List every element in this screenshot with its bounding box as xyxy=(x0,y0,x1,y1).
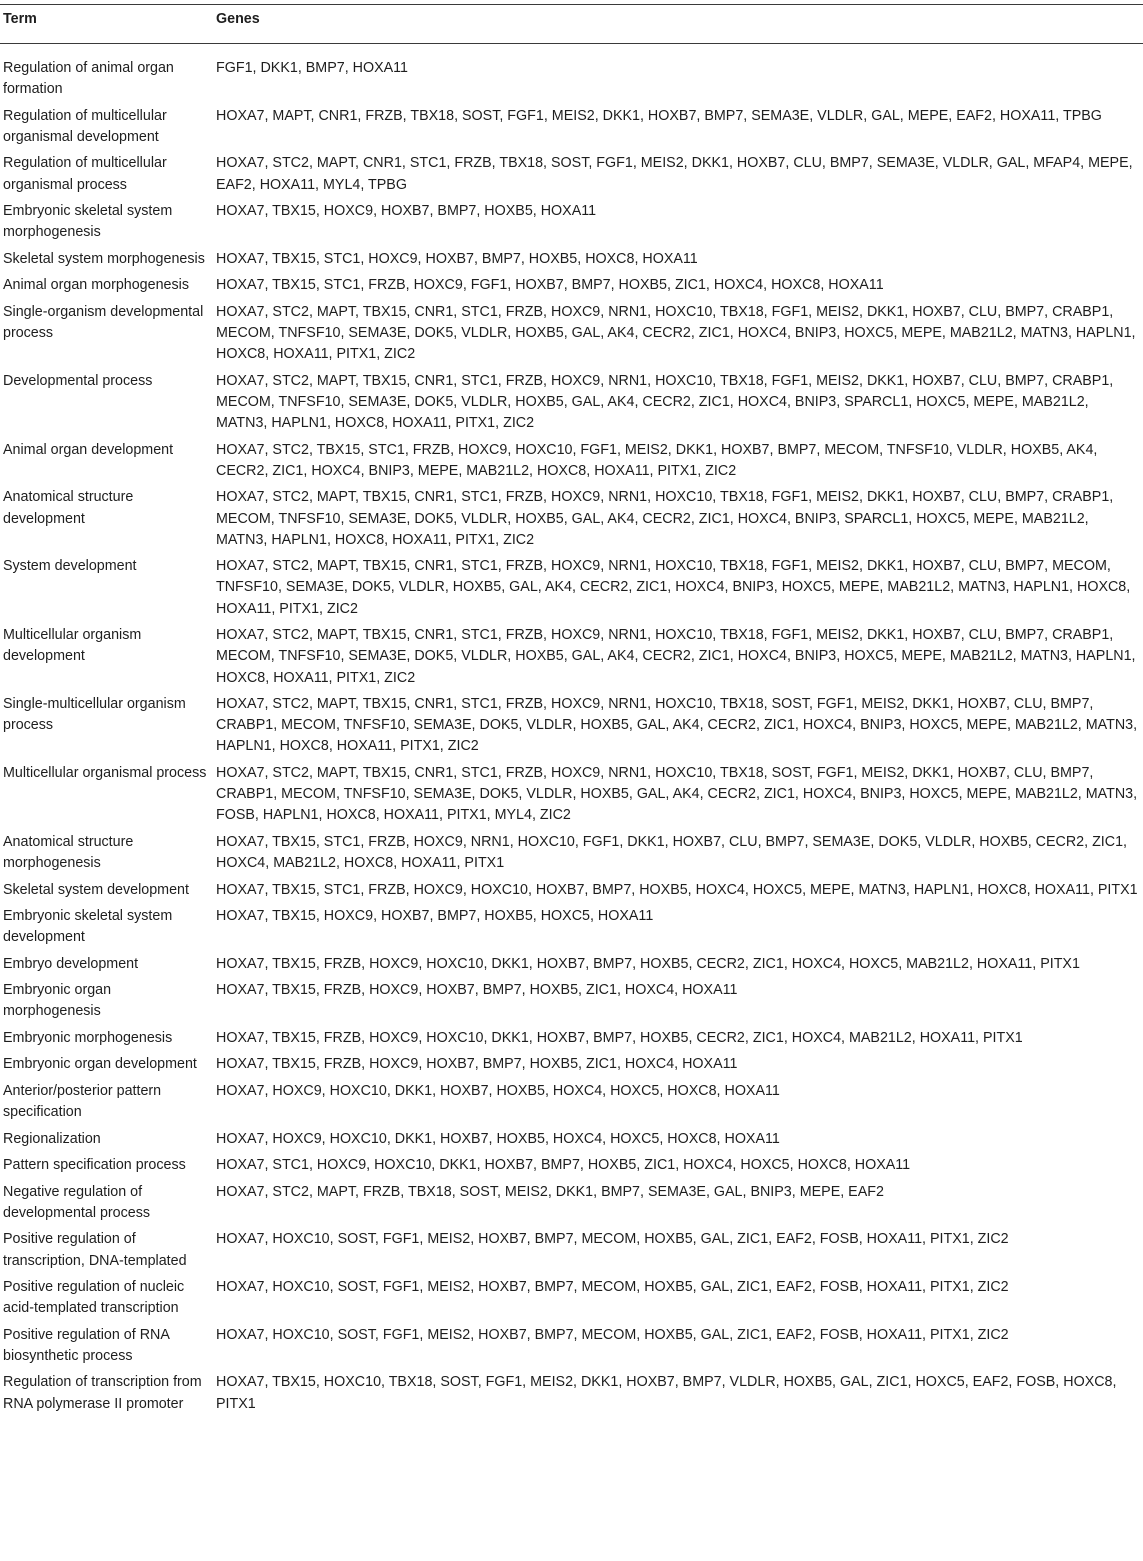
genes-cell: HOXA7, HOXC9, HOXC10, DKK1, HOXB7, HOXB5, HOXC4, HOXC5, HOXC8, HOXA11 xyxy=(216,1082,780,1099)
genes-cell: HOXA7, STC2, MAPT, CNR1, STC1, FRZB, TBX18, SOST, FGF1, MEIS2, DKK1, HOXB7, CLU, BMP7, SEMA3E, VLDLR, GAL, MFAP4, MEPE, EAF2, HOXA11, MYL4, TPBG xyxy=(216,155,1133,193)
genes-cell: HOXA7, STC2, TBX15, STC1, FRZB, HOXC9, HOXC10, FGF1, MEIS2, DKK1, HOXB7, BMP7, MECOM, TNFSF10, VLDLR, HOXB5, AK4, CECR2, ZIC1, HOXC4, BNIP3, MEPE, MAB21L2, HOXC8, HOXA11, PITX1, ZIC2 xyxy=(216,441,1098,479)
term-cell: Anatomical structure morphogenesis xyxy=(3,833,134,872)
table-row xyxy=(0,275,1143,302)
genes-cell: HOXA7, TBX15, STC1, FRZB, HOXC9, HOXC10, HOXB7, BMP7, HOXB5, HOXC4, HOXC5, MEPE, MATN3, HAPLN1, HOXC8, HOXA11, PITX1 xyxy=(216,881,1138,898)
genes-cell: HOXA7, TBX15, FRZB, HOXC9, HOXC10, DKK1, HOXB7, BMP7, HOXB5, CECR2, ZIC1, HOXC4, MAB21L2, HOXA11, PITX1 xyxy=(216,1029,1023,1046)
genes-cell: HOXA7, MAPT, CNR1, FRZB, TBX18, SOST, FGF1, MEIS2, DKK1, HOXB7, BMP7, SEMA3E, VLDLR, GAL, MEPE, EAF2, HOXA11, TPBG xyxy=(216,107,1102,124)
term-cell: Animal organ morphogenesis xyxy=(3,277,189,294)
genes-cell: HOXA7, STC2, MAPT, FRZB, TBX18, SOST, MEIS2, DKK1, BMP7, SEMA3E, GAL, BNIP3, MEPE, EAF2 xyxy=(216,1183,884,1200)
genes-cell: HOXA7, TBX15, FRZB, HOXC9, HOXB7, BMP7, HOXB5, ZIC1, HOXC4, HOXA11 xyxy=(216,1056,738,1073)
genes-cell: HOXA7, STC2, MAPT, TBX15, CNR1, STC1, FRZB, HOXC9, NRN1, HOXC10, TBX18, SOST, FGF1, MEIS2, DKK1, HOXB7, CLU, BMP7, CRABP1, MECOM, TNFSF10, SEMA3E, DOK5, VLDLR, HOXB5, GAL, AK4, CECR2, ZIC1, HOXC4, BNIP3, HOXC5, MEPE, MAB21L2, MATN3, HAPLN1, HOXC8, HOXA11, PITX1, ZIC2 xyxy=(216,696,1138,755)
term-cell: Embryonic organ morphogenesis xyxy=(3,982,112,1020)
term-cell: Skeletal system development xyxy=(3,881,189,898)
term-cell: Embryonic skeletal system development xyxy=(3,908,173,946)
genes-cell: HOXA7, STC2, MAPT, TBX15, CNR1, STC1, FRZB, HOXC9, NRN1, HOXC10, TBX18, FGF1, MEIS2, DKK1, HOXB7, CLU, BMP7, CRABP1, MECOM, TNFSF10, SEMA3E, DOK5, VLDLR, HOXB5, GAL, AK4, CECR2, ZIC1, HOXC4, BNIP3, SPARCL1, HOXC5, MEPE, MAB21L2, MATN3, HAPLN1, HOXC8, HOXA11, PITX1, ZIC2 xyxy=(216,489,1114,548)
term-cell: Embryonic skeletal system morphogenesis xyxy=(3,203,173,241)
term-cell: Embryonic organ development xyxy=(3,1056,197,1073)
table-row xyxy=(0,249,1143,276)
genes-cell: HOXA7, HOXC9, HOXC10, DKK1, HOXB7, HOXB5, HOXC4, HOXC5, HOXC8, HOXA11 xyxy=(216,1130,780,1147)
term-cell: System development xyxy=(3,558,137,575)
genes-cell: HOXA7, HOXC10, SOST, FGF1, MEIS2, HOXB7, BMP7, MECOM, HOXB5, GAL, ZIC1, EAF2, FOSB, HOXA11, PITX1, ZIC2 xyxy=(216,1326,1009,1343)
table-row xyxy=(0,832,1143,880)
term-cell: Developmental process xyxy=(3,372,153,389)
genes-cell: HOXA7, TBX15, HOXC10, TBX18, SOST, FGF1, MEIS2, DKK1, HOXB7, BMP7, VLDLR, HOXB5, GAL, ZIC1, HOXC5, EAF2, FOSB, HOXC8, PITX1 xyxy=(216,1374,1117,1412)
header-row xyxy=(0,5,1143,44)
table-row xyxy=(0,1028,1143,1055)
term-cell: Regulation of transcription from RNA polymerase II promoter xyxy=(3,1374,202,1412)
table-row xyxy=(0,371,1143,440)
table-row xyxy=(0,1229,1143,1277)
table-row xyxy=(0,1129,1143,1156)
term-column-header: Term xyxy=(3,11,37,27)
genes-cell: HOXA7, TBX15, FRZB, HOXC9, HOXC10, DKK1, HOXB7, BMP7, HOXB5, CECR2, ZIC1, HOXC4, HOXC5, MAB21L2, HOXA11, PITX1 xyxy=(216,955,1080,972)
table-body xyxy=(0,44,1143,1415)
genes-cell: HOXA7, TBX15, STC1, FRZB, HOXC9, FGF1, HOXB7, BMP7, HOXB5, ZIC1, HOXC4, HOXC8, HOXA11 xyxy=(216,277,884,294)
table-row xyxy=(0,906,1143,954)
genes-cell: HOXA7, HOXC10, SOST, FGF1, MEIS2, HOXB7, BMP7, MECOM, HOXB5, GAL, ZIC1, EAF2, FOSB, HOXA11, PITX1, ZIC2 xyxy=(216,1231,1009,1248)
table-row xyxy=(0,980,1143,1028)
genes-cell: HOXA7, STC2, MAPT, TBX15, CNR1, STC1, FRZB, HOXC9, NRN1, HOXC10, TBX18, FGF1, MEIS2, DKK1, HOXB7, CLU, BMP7, CRABP1, MECOM, TNFSF10, SEMA3E, DOK5, VLDLR, HOXB5, GAL, AK4, CECR2, ZIC1, HOXC4, BNIP3, HOXC5, MEPE, MAB21L2, MATN3, HAPLN1, HOXC8, HOXA11, PITX1, ZIC2 xyxy=(216,303,1136,363)
table-row xyxy=(0,694,1143,763)
table-row xyxy=(0,1155,1143,1182)
term-cell: Single-multicellular organism process xyxy=(3,696,186,734)
genes-cell: HOXA7, STC2, MAPT, TBX15, CNR1, STC1, FRZB, HOXC9, NRN1, HOXC10, TBX18, SOST, FGF1, MEIS2, DKK1, HOXB7, CLU, BMP7, CRABP1, MECOM, TNFSF10, SEMA3E, DOK5, VLDLR, HOXB5, GAL, AK4, CECR2, ZIC1, HOXC4, BNIP3, HOXC5, MEPE, MAB21L2, MATN3, FOSB, HAPLN1, HOXC8, HOXA11, PITX1, MYL4, ZIC2 xyxy=(216,764,1138,824)
table-header xyxy=(0,5,1143,44)
table-row xyxy=(0,1277,1143,1325)
table-row xyxy=(0,302,1143,371)
table-row xyxy=(0,880,1143,907)
term-cell: Positive regulation of nucleic acid-templated transcription xyxy=(3,1279,185,1317)
genes-cell: HOXA7, TBX15, STC1, FRZB, HOXC9, NRN1, HOXC10, FGF1, DKK1, HOXB7, CLU, BMP7, SEMA3E, DOK5, VLDLR, HOXB5, CECR2, ZIC1, HOXC4, MAB21L2, HOXC8, HOXA11, PITX1 xyxy=(216,833,1128,872)
table-row xyxy=(0,763,1143,832)
term-cell: Negative regulation of developmental process xyxy=(3,1183,151,1221)
table-row xyxy=(0,954,1143,981)
table-row xyxy=(0,106,1143,154)
table-row xyxy=(0,440,1143,488)
term-cell: Regulation of multicellular organismal development xyxy=(3,107,167,145)
table-row xyxy=(0,556,1143,625)
table-row xyxy=(0,44,1143,106)
genes-cell: HOXA7, TBX15, FRZB, HOXC9, HOXB7, BMP7, HOXB5, ZIC1, HOXC4, HOXA11 xyxy=(216,982,738,999)
term-cell: Single-organism developmental process xyxy=(3,303,204,342)
term-cell: Anatomical structure development xyxy=(3,489,134,527)
genes-cell: HOXA7, STC1, HOXC9, HOXC10, DKK1, HOXB7, BMP7, HOXB5, ZIC1, HOXC4, HOXC5, HOXC8, HOXA11 xyxy=(216,1157,911,1174)
table-row xyxy=(0,1372,1143,1414)
term-cell: Embryo development xyxy=(3,955,139,972)
term-cell: Multicellular organismal process xyxy=(3,764,207,781)
term-cell: Positive regulation of transcription, DNA-templated xyxy=(3,1231,187,1269)
term-cell: Anterior/posterior pattern specification xyxy=(3,1082,162,1121)
term-cell: Regulation of animal organ formation xyxy=(3,60,174,98)
term-cell: Multicellular organism development xyxy=(3,627,142,665)
term-cell: Pattern specification process xyxy=(3,1157,186,1174)
genes-cell: FGF1, DKK1, BMP7, HOXA11 xyxy=(216,60,409,76)
table-row xyxy=(0,625,1143,694)
genes-cell: HOXA7, STC2, MAPT, TBX15, CNR1, STC1, FRZB, HOXC9, NRN1, HOXC10, TBX18, FGF1, MEIS2, DKK1, HOXB7, CLU, BMP7, CRABP1, MECOM, TNFSF10, SEMA3E, DOK5, VLDLR, HOXB5, GAL, AK4, CECR2, ZIC1, HOXC4, BNIP3, SPARCL1, HOXC5, MEPE, MAB21L2, MATN3, HAPLN1, HOXC8, HOXA11, PITX1, ZIC2 xyxy=(216,372,1114,432)
genes-cell: HOXA7, STC2, MAPT, TBX15, CNR1, STC1, FRZB, HOXC9, NRN1, HOXC10, TBX18, FGF1, MEIS2, DKK1, HOXB7, CLU, BMP7, CRABP1, MECOM, TNFSF10, SEMA3E, DOK5, VLDLR, HOXB5, GAL, AK4, CECR2, ZIC1, HOXC4, BNIP3, HOXC5, MEPE, MAB21L2, MATN3, HAPLN1, HOXC8, HOXA11, PITX1, ZIC2 xyxy=(216,627,1136,686)
term-cell: Skeletal system morphogenesis xyxy=(3,250,205,267)
genes-column-header: Genes xyxy=(216,11,260,27)
genes-cell: HOXA7, TBX15, HOXC9, HOXB7, BMP7, HOXB5, HOXA11 xyxy=(216,203,597,220)
table-row xyxy=(0,1325,1143,1373)
genes-cell: HOXA7, TBX15, HOXC9, HOXB7, BMP7, HOXB5, HOXC5, HOXA11 xyxy=(216,908,654,925)
table-row xyxy=(0,201,1143,249)
genes-cell: HOXA7, STC2, MAPT, TBX15, CNR1, STC1, FRZB, HOXC9, NRN1, HOXC10, TBX18, FGF1, MEIS2, DKK1, HOXB7, CLU, BMP7, MECOM, TNFSF10, SEMA3E, DOK5, VLDLR, HOXB5, GAL, AK4, CECR2, ZIC1, HOXC4, BNIP3, HOXC5, MEPE, MAB21L2, MATN3, HAPLN1, HOXC8, HOXA11, PITX1, ZIC2 xyxy=(216,558,1131,617)
term-cell: Regulation of multicellular organismal process xyxy=(3,155,167,193)
genes-cell: HOXA7, HOXC10, SOST, FGF1, MEIS2, HOXB7, BMP7, MECOM, HOXB5, GAL, ZIC1, EAF2, FOSB, HOXA11, PITX1, ZIC2 xyxy=(216,1279,1009,1296)
genes-cell: HOXA7, TBX15, STC1, HOXC9, HOXB7, BMP7, HOXB5, HOXC8, HOXA11 xyxy=(216,250,698,267)
table-row xyxy=(0,487,1143,556)
term-cell: Regionalization xyxy=(3,1130,101,1147)
table-row xyxy=(0,1081,1143,1129)
term-cell: Embryonic morphogenesis xyxy=(3,1029,173,1046)
table-row xyxy=(0,1054,1143,1081)
table-row xyxy=(0,1182,1143,1230)
go-term-gene-table xyxy=(0,4,1143,1415)
term-cell: Animal organ development xyxy=(3,441,174,458)
term-cell: Positive regulation of RNA biosynthetic process xyxy=(3,1326,170,1364)
table-row xyxy=(0,153,1143,201)
